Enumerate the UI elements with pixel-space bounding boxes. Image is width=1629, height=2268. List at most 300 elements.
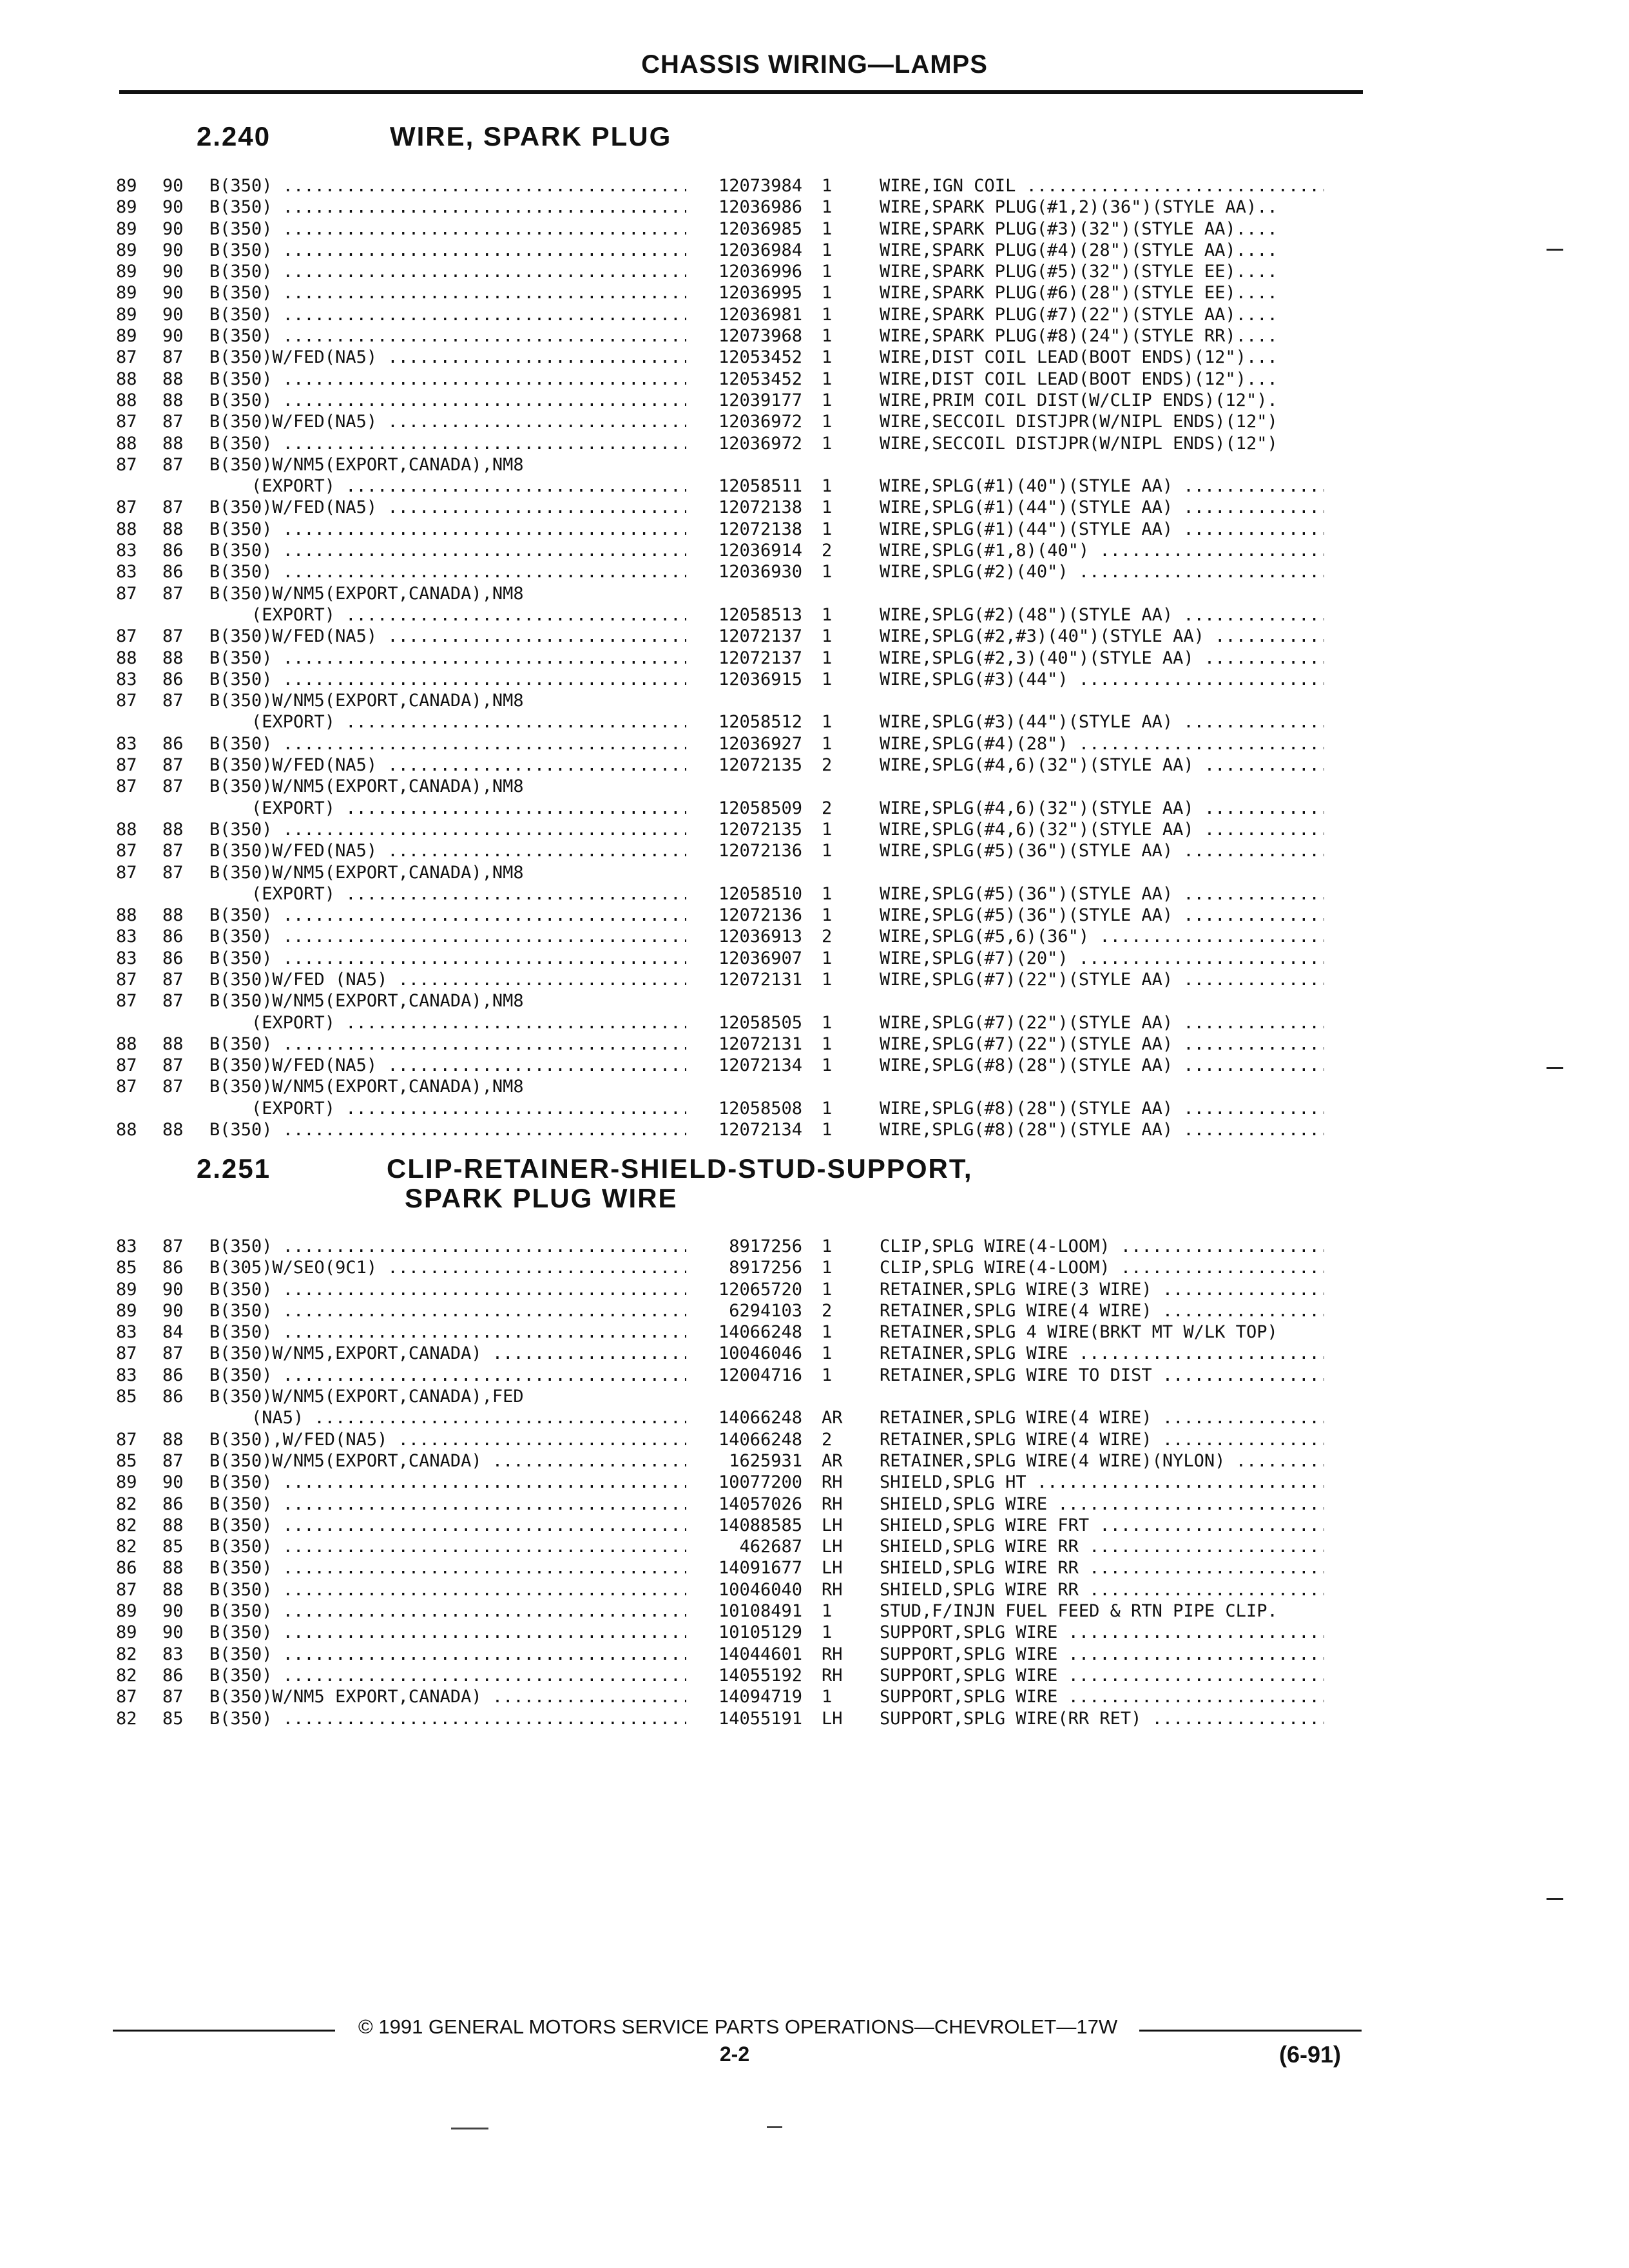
model-year-from: 87: [116, 347, 137, 368]
part-number: 12036907: [718, 948, 802, 968]
quantity: 1: [822, 326, 833, 347]
model-year-to: 86: [162, 1665, 184, 1686]
description: WIRE,SPLG(#4,6)(32")(STYLE AA) .....: [880, 819, 1324, 840]
model-year-from: 82: [116, 1665, 137, 1686]
margin-tick: [1547, 249, 1563, 251]
part-number: 12036996: [718, 262, 802, 282]
quantity: 2: [822, 798, 833, 818]
description: SUPPORT,SPLG WIRE .....: [880, 1686, 1324, 1707]
usage-cell: B(350) .....: [209, 261, 686, 282]
model-year-to: 87: [162, 755, 184, 776]
model-year-from: 89: [116, 197, 137, 218]
usage-cell: B(350) .....: [209, 1536, 686, 1557]
quantity: 1: [822, 648, 833, 668]
model-year-from: 88: [116, 390, 137, 410]
model-year-from: 83: [116, 541, 137, 561]
model-year-to: 86: [162, 1258, 184, 1278]
model-year-from: 87: [116, 841, 137, 861]
description: WIRE,SPLG(#8)(28")(STYLE AA) .....: [880, 1055, 1324, 1076]
model-year-from: 87: [116, 626, 137, 647]
model-year-to: 87: [162, 841, 184, 861]
usage-cell: B(350) .....: [209, 325, 686, 347]
description: SHIELD,SPLG WIRE RR .....: [880, 1579, 1324, 1600]
model-year-to: 90: [162, 197, 184, 218]
model-year-to: 87: [162, 862, 184, 883]
part-number: 14044601: [718, 1644, 802, 1664]
quantity: 1: [822, 1012, 833, 1033]
description: WIRE,SPARK PLUG(#4)(28")(STYLE AA)....: [880, 240, 1278, 260]
model-year-from: 87: [116, 776, 137, 797]
part-number: 8917256: [729, 1236, 802, 1256]
model-year-from: 85: [116, 1450, 137, 1471]
model-year-from: 82: [116, 1494, 137, 1514]
quantity: RH: [822, 1665, 843, 1686]
description: WIRE,DIST COIL LEAD(BOOT ENDS)(12")...: [880, 347, 1278, 368]
model-year-from: 82: [116, 1708, 137, 1729]
usage-cell: B(350) .....: [209, 1236, 686, 1257]
model-year-from: 87: [116, 1429, 137, 1450]
part-number: 12036995: [718, 283, 802, 303]
part-number: 12072131: [718, 1033, 802, 1054]
part-number: 12053452: [718, 347, 802, 368]
usage-cell: B(350) .....: [209, 1033, 686, 1055]
quantity: 1: [822, 1322, 833, 1343]
usage-cell: B(350) .....: [209, 561, 686, 582]
part-number: 10077200: [718, 1472, 802, 1493]
usage-cell: B(350) .....: [209, 1644, 686, 1665]
quantity: LH: [822, 1537, 843, 1557]
part-number: 14094719: [718, 1687, 802, 1707]
model-year-from: 87: [116, 1579, 137, 1600]
model-year-to: 88: [162, 433, 184, 454]
part-number: 6294103: [729, 1300, 802, 1321]
part-number: 12072135: [718, 819, 802, 840]
description: WIRE,SPARK PLUG(#7)(22")(STYLE AA)....: [880, 304, 1278, 325]
part-number: 12053452: [718, 369, 802, 389]
part-number: 12072136: [718, 905, 802, 926]
model-year-to: 88: [162, 1579, 184, 1600]
quantity: 1: [822, 562, 833, 582]
quantity: 2: [822, 927, 833, 947]
quantity: 1: [822, 733, 833, 754]
part-number: 14066248: [718, 1322, 802, 1343]
quantity: 1: [822, 497, 833, 518]
page-number: 2-2: [719, 2042, 750, 2066]
model-year-from: 83: [116, 669, 137, 689]
quantity: 1: [822, 1120, 833, 1140]
quantity: 1: [822, 283, 833, 303]
usage-cell: B(350) .....: [209, 648, 686, 669]
usage-cell: B(350) .....: [209, 1300, 686, 1321]
description: RETAINER,SPLG WIRE(4 WIRE)(NYLON) .....: [880, 1450, 1324, 1472]
quantity: RH: [822, 1494, 843, 1514]
model-year-from: 89: [116, 326, 137, 347]
quantity: 1: [822, 1343, 833, 1364]
description: WIRE,SPLG(#7)(22")(STYLE AA) .....: [880, 969, 1324, 990]
quantity: LH: [822, 1515, 843, 1535]
description: WIRE,SECCOIL DISTJPR(W/NIPL ENDS)(12"): [880, 412, 1278, 432]
model-year-to: 90: [162, 262, 184, 282]
scan-speck: [451, 2128, 488, 2129]
usage-cell: B(350) .....: [209, 304, 686, 325]
usage-cell: B(350) .....: [209, 540, 686, 561]
quantity: 1: [822, 1055, 833, 1076]
usage-cell: B(350) .....: [209, 369, 686, 390]
usage-cell: B(350) .....: [209, 1622, 686, 1643]
usage-cell: B(350)W/NM5 EXPORT,CANADA) .....: [209, 1686, 686, 1707]
model-year-to: 87: [162, 691, 184, 711]
part-number: 12004716: [718, 1365, 802, 1385]
description: RETAINER,SPLG WIRE .....: [880, 1343, 1324, 1364]
model-year-from: 87: [116, 1687, 137, 1707]
model-year-from: 85: [116, 1387, 137, 1407]
model-year-from: 88: [116, 1033, 137, 1054]
quantity: RH: [822, 1579, 843, 1600]
quantity: 1: [822, 240, 833, 260]
part-number: 1625931: [729, 1450, 802, 1471]
quantity: 2: [822, 1429, 833, 1450]
usage-cell: B(350)W/FED(NA5) .....: [209, 497, 686, 518]
part-number: 10046046: [718, 1343, 802, 1364]
model-year-to: 87: [162, 1687, 184, 1707]
model-year-to: 88: [162, 1515, 184, 1535]
model-year-from: 89: [116, 262, 137, 282]
model-year-from: 88: [116, 433, 137, 454]
usage-cell: B(350)W/NM5(EXPORT,CANADA),NM8: [209, 862, 524, 883]
description: WIRE,SECCOIL DISTJPR(W/NIPL ENDS)(12"): [880, 433, 1278, 454]
model-year-to: 86: [162, 948, 184, 968]
model-year-from: 83: [116, 927, 137, 947]
model-year-to: 90: [162, 326, 184, 347]
description: WIRE,SPLG(#1,8)(40") .....: [880, 540, 1324, 561]
quantity: 1: [822, 262, 833, 282]
quantity: 1: [822, 669, 833, 689]
model-year-from: 82: [116, 1515, 137, 1535]
part-number: 12036927: [718, 733, 802, 754]
model-year-to: 87: [162, 1450, 184, 1471]
description: WIRE,SPLG(#8)(28")(STYLE AA) .....: [880, 1119, 1324, 1140]
usage-cell: B(350) .....: [209, 433, 686, 454]
quantity: AR: [822, 1450, 843, 1471]
model-year-to: 90: [162, 1601, 184, 1622]
part-number: 10105129: [718, 1622, 802, 1643]
quantity: AR: [822, 1408, 843, 1428]
model-year-to: 87: [162, 1236, 184, 1256]
model-year-to: 87: [162, 347, 184, 368]
usage-cell: B(350) .....: [209, 1600, 686, 1622]
description: WIRE,SPLG(#1)(44")(STYLE AA) .....: [880, 519, 1324, 540]
description: CLIP,SPLG WIRE(4-LOOM) .....: [880, 1257, 1324, 1278]
description: SUPPORT,SPLG WIRE .....: [880, 1622, 1324, 1643]
quantity: 1: [822, 712, 833, 733]
model-year-to: 86: [162, 562, 184, 582]
model-year-from: 87: [116, 1077, 137, 1097]
part-number: 12065720: [718, 1279, 802, 1300]
description: WIRE,SPLG(#2,#3)(40")(STYLE AA) .....: [880, 626, 1324, 647]
quantity: 1: [822, 883, 833, 904]
description: WIRE,SPLG(#2,3)(40")(STYLE AA) .....: [880, 648, 1324, 669]
description: WIRE,SPLG(#7)(20") .....: [880, 948, 1324, 969]
model-year-to: 88: [162, 1429, 184, 1450]
quantity: 1: [822, 433, 833, 454]
usage-cell: B(350) .....: [209, 1472, 686, 1493]
description: RETAINER,SPLG WIRE(4 WIRE) .....: [880, 1407, 1324, 1428]
model-year-to: 88: [162, 1558, 184, 1579]
usage-cell: B(350)W/FED(NA5) .....: [209, 411, 686, 432]
description: WIRE,DIST COIL LEAD(BOOT ENDS)(12")...: [880, 369, 1278, 389]
model-year-from: 87: [116, 583, 137, 604]
description: SUPPORT,SPLG WIRE .....: [880, 1665, 1324, 1686]
part-number: 10046040: [718, 1579, 802, 1600]
part-number: 12072138: [718, 519, 802, 539]
usage-cell: B(350) .....: [209, 948, 686, 969]
usage-cell: B(350) .....: [209, 1708, 686, 1729]
description: SHIELD,SPLG WIRE RR .....: [880, 1536, 1324, 1557]
model-year-to: 90: [162, 1279, 184, 1300]
part-number: 12036981: [718, 304, 802, 325]
usage-cell: B(350) .....: [209, 1119, 686, 1140]
usage-cell: B(350) .....: [209, 1365, 686, 1386]
usage-cell: B(305)W/SEO(9C1) .....: [209, 1257, 686, 1278]
usage-cell: B(350) .....: [209, 1665, 686, 1686]
usage-cell: B(350) .....: [209, 1579, 686, 1600]
description: CLIP,SPLG WIRE(4-LOOM) .....: [880, 1236, 1324, 1257]
usage-cell: (EXPORT) .....: [251, 604, 686, 626]
quantity: 1: [822, 1033, 833, 1054]
model-year-from: 87: [116, 1343, 137, 1364]
usage-cell: B(350)W/NM5(EXPORT,CANADA),NM8: [209, 776, 524, 797]
usage-cell: B(350)W/FED (NA5) .....: [209, 969, 686, 990]
description: SHIELD,SPLG WIRE .....: [880, 1494, 1324, 1515]
model-year-from: 89: [116, 283, 137, 303]
part-number: 14055192: [718, 1665, 802, 1686]
model-year-from: 89: [116, 1472, 137, 1493]
description: WIRE,SPLG(#7)(22")(STYLE AA) .....: [880, 1033, 1324, 1055]
quantity: LH: [822, 1558, 843, 1579]
description: WIRE,SPARK PLUG(#5)(32")(STYLE EE)....: [880, 262, 1278, 282]
quantity: 1: [822, 1365, 833, 1385]
quantity: 1: [822, 1236, 833, 1256]
model-year-to: 88: [162, 1033, 184, 1054]
usage-cell: B(350) .....: [209, 1557, 686, 1579]
quantity: 2: [822, 755, 833, 776]
description: RETAINER,SPLG 4 WIRE(BRKT MT W/LK TOP): [880, 1322, 1278, 1343]
model-year-to: 83: [162, 1644, 184, 1664]
quantity: 1: [822, 218, 833, 239]
quantity: 1: [822, 1258, 833, 1278]
quantity: 1: [822, 176, 833, 196]
description: WIRE,SPARK PLUG(#6)(28")(STYLE EE)....: [880, 283, 1278, 303]
part-number: 12072131: [718, 969, 802, 990]
model-year-from: 87: [116, 454, 137, 475]
part-number: 12036913: [718, 927, 802, 947]
model-year-to: 88: [162, 648, 184, 668]
model-year-from: 89: [116, 1601, 137, 1622]
description: WIRE,SPLG(#2)(48")(STYLE AA) .....: [880, 604, 1324, 626]
description: WIRE,SPARK PLUG(#3)(32")(STYLE AA)....: [880, 218, 1278, 239]
part-number: 462687: [739, 1537, 802, 1557]
model-year-to: 90: [162, 1300, 184, 1321]
description: WIRE,PRIM COIL DIST(W/CLIP ENDS)(12").: [880, 390, 1278, 410]
usage-cell: B(350) .....: [209, 175, 686, 197]
description: WIRE,SPLG(#5)(36")(STYLE AA) .....: [880, 840, 1324, 861]
model-year-from: 88: [116, 1120, 137, 1140]
usage-cell: B(350)W/FED(NA5) .....: [209, 347, 686, 368]
quantity: 1: [822, 604, 833, 625]
description: WIRE,SPLG(#3)(44")(STYLE AA) .....: [880, 711, 1324, 733]
description: WIRE,SPLG(#1)(44")(STYLE AA) .....: [880, 497, 1324, 518]
model-year-from: 89: [116, 240, 137, 260]
part-number: 12036914: [718, 541, 802, 561]
margin-tick: [1547, 1898, 1563, 1900]
footer-copyright: © 1991 GENERAL MOTORS SERVICE PARTS OPERATIONS—CHEVROLET—17W: [358, 2015, 1118, 2038]
model-year-to: 87: [162, 412, 184, 432]
usage-cell: B(350)W/NM5(EXPORT,CANADA),NM8: [209, 1077, 524, 1097]
model-year-to: 86: [162, 1365, 184, 1385]
model-year-to: 85: [162, 1537, 184, 1557]
usage-cell: B(350) .....: [209, 1515, 686, 1536]
quantity: 1: [822, 626, 833, 647]
part-number: 12072134: [718, 1120, 802, 1140]
usage-cell: B(350) .....: [209, 1321, 686, 1343]
model-year-from: 82: [116, 1537, 137, 1557]
usage-cell: B(350) .....: [209, 1279, 686, 1300]
description: WIRE,SPLG(#4,6)(32")(STYLE AA) .....: [880, 798, 1324, 819]
part-number: 12058512: [718, 712, 802, 733]
page-title: CHASSIS WIRING—LAMPS: [641, 50, 988, 79]
quantity: 1: [822, 1622, 833, 1643]
quantity: 1: [822, 197, 833, 218]
model-year-from: 87: [116, 969, 137, 990]
quantity: 1: [822, 412, 833, 432]
model-year-to: 88: [162, 519, 184, 539]
description: WIRE,SPARK PLUG(#1,2)(36")(STYLE AA)..: [880, 197, 1278, 218]
model-year-from: 87: [116, 691, 137, 711]
quantity: 2: [822, 541, 833, 561]
section-number: 2.251: [197, 1153, 271, 1184]
model-year-to: 84: [162, 1322, 184, 1343]
usage-cell: B(350) .....: [209, 819, 686, 840]
usage-cell: B(350)W/NM5(EXPORT,CANADA),NM8: [209, 583, 524, 604]
part-number: 10108491: [718, 1601, 802, 1622]
scan-speck: [767, 2126, 782, 2128]
model-year-from: 87: [116, 862, 137, 883]
model-year-to: 90: [162, 218, 184, 239]
usage-cell: B(350),W/FED(NA5) .....: [209, 1429, 686, 1450]
model-year-to: 90: [162, 176, 184, 196]
model-year-from: 83: [116, 1322, 137, 1343]
model-year-from: 87: [116, 991, 137, 1012]
description: WIRE,SPARK PLUG(#8)(24")(STYLE RR)....: [880, 326, 1278, 347]
part-number: 12039177: [718, 390, 802, 410]
part-number: 12073984: [718, 176, 802, 196]
model-year-from: 83: [116, 733, 137, 754]
description: WIRE,SPLG(#4)(28") .....: [880, 733, 1324, 754]
model-year-to: 87: [162, 626, 184, 647]
model-year-from: 89: [116, 304, 137, 325]
quantity: 1: [822, 369, 833, 389]
part-number: 14066248: [718, 1408, 802, 1428]
description: SHIELD,SPLG HT .....: [880, 1472, 1324, 1493]
model-year-to: 90: [162, 1472, 184, 1493]
part-number: 12036930: [718, 562, 802, 582]
model-year-to: 85: [162, 1708, 184, 1729]
description: WIRE,SPLG(#4,6)(32")(STYLE AA) .....: [880, 754, 1324, 776]
usage-cell: B(350) .....: [209, 282, 686, 303]
part-number: 12036972: [718, 412, 802, 432]
part-number: 12058510: [718, 883, 802, 904]
model-year-from: 85: [116, 1258, 137, 1278]
description: WIRE,SPLG(#3)(44") .....: [880, 669, 1324, 690]
model-year-from: 88: [116, 905, 137, 926]
description: WIRE,SPLG(#5)(36")(STYLE AA) .....: [880, 905, 1324, 926]
part-number: 12072135: [718, 755, 802, 776]
description: WIRE,SPLG(#1)(40")(STYLE AA) .....: [880, 476, 1324, 497]
model-year-to: 87: [162, 1077, 184, 1097]
title-rule: [119, 90, 1363, 94]
quantity: LH: [822, 1708, 843, 1729]
description: RETAINER,SPLG WIRE(4 WIRE) .....: [880, 1429, 1324, 1450]
quantity: 1: [822, 905, 833, 926]
usage-cell: (EXPORT) .....: [251, 883, 686, 905]
description: WIRE,SPLG(#2)(40") .....: [880, 561, 1324, 582]
model-year-to: 88: [162, 390, 184, 410]
footer-rule-right: [1139, 2030, 1362, 2032]
usage-cell: B(350) .....: [209, 197, 686, 218]
model-year-from: 86: [116, 1558, 137, 1579]
section-number: 2.240: [197, 121, 271, 151]
usage-cell: B(350) .....: [209, 240, 686, 261]
model-year-to: 88: [162, 1120, 184, 1140]
part-number: 14057026: [718, 1494, 802, 1514]
part-number: 12072138: [718, 497, 802, 518]
model-year-to: 90: [162, 1622, 184, 1643]
quantity: 1: [822, 948, 833, 968]
model-year-to: 86: [162, 927, 184, 947]
description: SUPPORT,SPLG WIRE(RR RET) .....: [880, 1708, 1324, 1729]
quantity: 1: [822, 819, 833, 840]
usage-cell: (EXPORT) .....: [251, 1098, 686, 1119]
model-year-from: 88: [116, 819, 137, 840]
quantity: 1: [822, 1279, 833, 1300]
model-year-to: 90: [162, 304, 184, 325]
model-year-from: 89: [116, 176, 137, 196]
model-year-to: 87: [162, 583, 184, 604]
section-title: CLIP-RETAINER-SHIELD-STUD-SUPPORT,: [387, 1153, 973, 1184]
usage-cell: B(350)W/NM5,EXPORT,CANADA) .....: [209, 1343, 686, 1364]
part-number: 14066248: [718, 1429, 802, 1450]
usage-cell: B(350) .....: [209, 1494, 686, 1515]
quantity: 1: [822, 519, 833, 539]
model-year-to: 87: [162, 1343, 184, 1364]
usage-cell: B(350) .....: [209, 390, 686, 411]
quantity: 1: [822, 841, 833, 861]
model-year-from: 88: [116, 519, 137, 539]
model-year-to: 87: [162, 454, 184, 475]
part-number: 12058509: [718, 798, 802, 818]
model-year-from: 87: [116, 412, 137, 432]
part-number: 14091677: [718, 1558, 802, 1579]
part-number: 12058508: [718, 1098, 802, 1119]
model-year-to: 88: [162, 819, 184, 840]
quantity: 1: [822, 1687, 833, 1707]
part-number: 12036972: [718, 433, 802, 454]
part-number: 12036986: [718, 197, 802, 218]
part-number: 14088585: [718, 1515, 802, 1535]
part-number: 12058505: [718, 1012, 802, 1033]
model-year-to: 88: [162, 369, 184, 389]
description: RETAINER,SPLG WIRE(4 WIRE) .....: [880, 1300, 1324, 1321]
